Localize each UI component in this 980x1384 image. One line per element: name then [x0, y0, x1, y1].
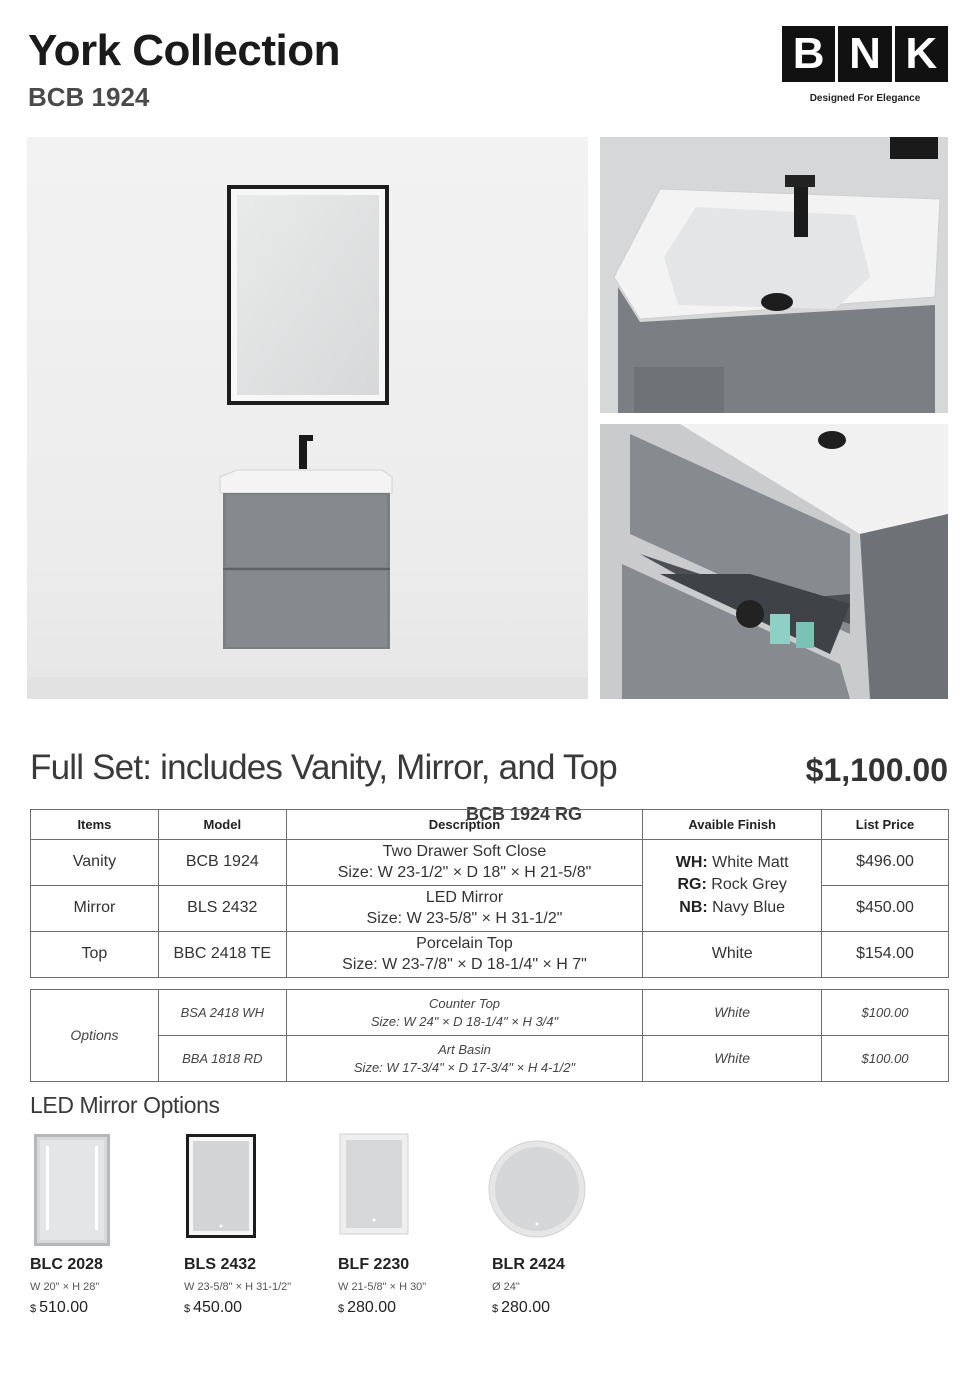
column-header: Description — [286, 810, 643, 840]
mirror-size: W 23-5/8" × H 31-1/2" — [184, 1281, 292, 1293]
sink-detail-illustration — [600, 137, 948, 413]
description-cell — [286, 932, 643, 978]
photo-caption: BCB 1924 RG — [466, 804, 583, 824]
mirror-size: W 21-5/8" × H 30" — [338, 1281, 427, 1293]
finish-name: Navy Blue — [712, 898, 786, 916]
currency-symbol: $ — [338, 1303, 345, 1315]
frameless-led-mirror-thumbnail — [340, 1134, 408, 1234]
description-size: Size: W 23-7/8" × D 18-1/4" × H 7" — [342, 955, 587, 973]
mirror-price — [184, 1299, 242, 1317]
column-header: Model — [158, 810, 286, 840]
finish-code: NB: — [679, 898, 708, 916]
table-row — [31, 1036, 949, 1082]
logo-letter: N — [838, 26, 891, 82]
finish-cell: White — [643, 990, 822, 1036]
column-header: Items — [31, 810, 159, 840]
price-cell: $100.00 — [822, 990, 949, 1036]
cabinet-mirror-thumbnail — [34, 1134, 110, 1246]
framed-led-mirror-thumbnail — [186, 1134, 256, 1238]
description-cell — [286, 840, 643, 886]
finish-option — [643, 874, 821, 896]
finish-name: Rock Grey — [711, 876, 787, 894]
page-subtitle: BCB 1924 — [28, 82, 150, 112]
mirror-price-value: 510.00 — [39, 1299, 89, 1316]
page-title: York Collection — [28, 26, 340, 75]
model-cell: BBA 1818 RD — [158, 1036, 286, 1082]
product-photo-drawers-open — [600, 424, 948, 699]
finish-code: RG: — [677, 876, 707, 894]
model-cell: BCB 1924 — [158, 840, 286, 886]
drawers-open-illustration — [600, 424, 948, 699]
currency-symbol: $ — [30, 1303, 37, 1315]
currency-symbol: $ — [184, 1303, 191, 1315]
price-cell: $100.00 — [822, 1036, 949, 1082]
description-line: Counter Top — [428, 995, 501, 1011]
description-size: Size: W 23-5/8" × H 31-1/2" — [366, 909, 563, 927]
table-row — [31, 990, 949, 1036]
mirror-model: BLR 2424 — [492, 1256, 565, 1273]
logo-letter: B — [782, 26, 835, 82]
mirror-price — [338, 1299, 396, 1317]
table-header-row — [31, 810, 949, 840]
mirror-model: BLS 2432 — [184, 1256, 257, 1273]
mirror-price — [30, 1299, 88, 1317]
column-header: Avaible Finish — [643, 810, 822, 840]
mirror-price — [492, 1299, 550, 1317]
model-cell: BLS 2432 — [158, 886, 286, 932]
logo-letter: K — [895, 26, 948, 82]
logo-tagline: Designed For Elegance — [809, 93, 921, 104]
description-cell — [286, 886, 643, 932]
mirror-size: Ø 24" — [492, 1281, 520, 1293]
description-size: Size: W 17-3/4" × D 17-3/4" × H 4-1/2" — [353, 1059, 576, 1075]
description-line: Two Drawer Soft Close — [382, 842, 547, 860]
vanity-scene-illustration — [27, 137, 588, 699]
options-label: Options — [31, 990, 159, 1082]
finish-option — [643, 897, 821, 919]
finish-name: White Matt — [712, 853, 789, 871]
description-size: Size: W 23-1/2" × D 18" × H 21-5/8" — [337, 863, 592, 881]
description-line: LED Mirror — [425, 888, 504, 906]
finish-cell: White — [643, 932, 822, 978]
mirror-price-value: 450.00 — [193, 1299, 243, 1316]
mirror-price-value: 280.00 — [347, 1299, 397, 1316]
description-cell — [286, 990, 643, 1036]
led-mirror-options-heading: LED Mirror Options — [30, 1092, 220, 1118]
item-cell: Vanity — [31, 840, 159, 886]
description-cell — [286, 1036, 643, 1082]
table-row — [31, 932, 949, 978]
item-cell: Mirror — [31, 886, 159, 932]
finish-code: WH: — [675, 853, 708, 871]
model-cell: BSA 2418 WH — [158, 990, 286, 1036]
model-cell: BBC 2418 TE — [158, 932, 286, 978]
price-cell: $450.00 — [822, 886, 949, 932]
mirror-model: BLF 2230 — [338, 1256, 410, 1273]
finish-cell — [643, 840, 822, 932]
full-set-price: $1,100.00 — [805, 752, 948, 788]
pricing-table — [30, 809, 949, 978]
item-cell: Top — [31, 932, 159, 978]
table-row — [31, 840, 949, 886]
description-size: Size: W 24" × D 18-1/4" × H 3/4" — [370, 1013, 559, 1029]
description-line: Art Basin — [438, 1041, 491, 1057]
price-cell: $496.00 — [822, 840, 949, 886]
currency-symbol: $ — [492, 1303, 499, 1315]
brand-logo — [782, 26, 948, 82]
column-header: List Price — [822, 810, 949, 840]
finish-option — [643, 852, 821, 874]
finish-cell: White — [643, 1036, 822, 1082]
options-table — [30, 989, 949, 1082]
mirror-price-value: 280.00 — [501, 1299, 551, 1316]
full-set-label: Full Set: includes Vanity, Mirror, and Top — [30, 748, 617, 787]
mirror-size: W 20" × H 28" — [30, 1281, 100, 1293]
mirror-model: BLC 2028 — [30, 1256, 103, 1273]
price-cell: $154.00 — [822, 932, 949, 978]
product-photo-sink-detail — [600, 137, 948, 413]
round-led-mirror-thumbnail — [488, 1140, 586, 1238]
description-line: Porcelain Top — [416, 934, 513, 952]
